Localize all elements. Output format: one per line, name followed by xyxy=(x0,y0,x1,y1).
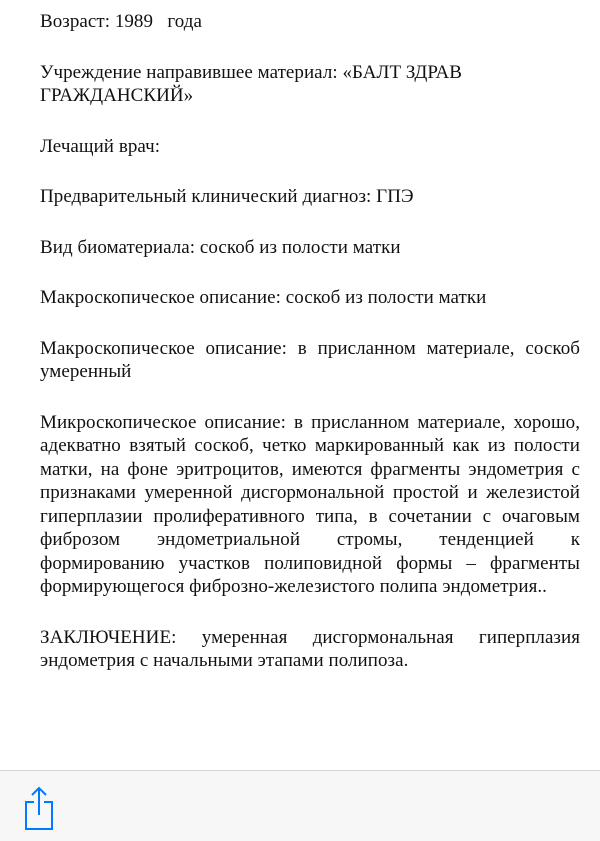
macro-description-2: Макроскопическое описание: в присланном материале, соскоб умеренный xyxy=(40,337,580,382)
share-button[interactable] xyxy=(22,785,56,831)
age-line: Возраст: 1989 года xyxy=(40,11,202,32)
micro-description: Микроскопическое описание: в присланном материале, хорошо, адекватно взятый соскоб, четко маркированный как из полости матки, на фоне эритроцитов, имеются фрагменты эндометрия с признаками умеренной дисгормональной простой и железистой гиперплазии пролиферативного типа, в сочетании с очаговым фиброзом эндометриальной стромы, тенденцией к формированию участков полиповидной формы – фрагменты формирующегося фиброзно-железистого полипа эндометрия.. xyxy=(40,411,580,597)
biomaterial-line: Вид биоматериала: соскоб из полости матки xyxy=(40,236,401,258)
diagnosis-line: Предварительный клинический диагноз: ГПЭ xyxy=(40,186,414,207)
macro-description-1: Макроскопическое описание: соскоб из полости матки xyxy=(40,287,487,308)
bottom-toolbar xyxy=(0,770,600,841)
share-icon xyxy=(22,785,56,831)
institution-line: Учреждение направившее материал: «БАЛТ ЗДРАВ ГРАЖДАНСКИЙ» xyxy=(40,61,463,106)
doctor-line: Лечащий врач: xyxy=(40,135,161,157)
conclusion: ЗАКЛЮЧЕНИЕ: умеренная дисгормональная гиперплазия эндометрия с начальными этапами полипоза. xyxy=(40,626,580,671)
